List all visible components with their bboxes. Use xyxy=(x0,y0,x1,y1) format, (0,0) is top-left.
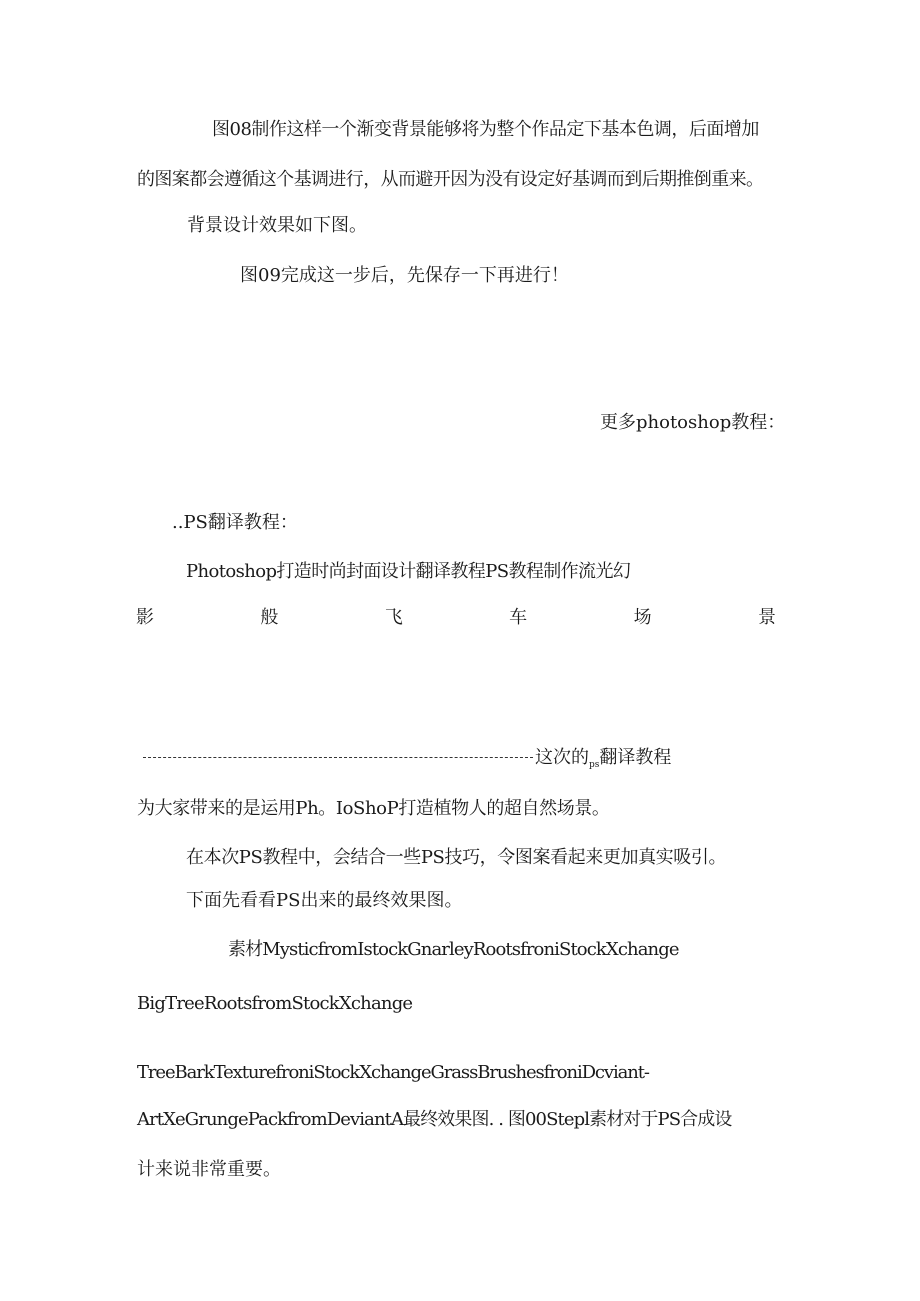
spread-char: 车 xyxy=(509,607,528,628)
paragraph-line: 图08制作这样一个渐变背景能够将为整个作品定下基本色调，后面增加 xyxy=(212,119,759,140)
paragraph-line: Photoshop打造时尚封面设计翻译教程PS教程制作流光幻 xyxy=(186,561,631,582)
spread-char: 般 xyxy=(260,607,279,628)
paragraph-line: 图09完成这一步后，先保存一下再进行！ xyxy=(240,265,569,286)
dashed-rule xyxy=(143,757,533,759)
paragraph-line: BigTreeRootsfromStockXchange xyxy=(137,993,413,1014)
paragraph-line: 为大家带来的是运用Ph。IoShoP打造植物人的超自然场景。 xyxy=(137,798,610,819)
paragraph-line: 更多photoshop教程： xyxy=(600,412,786,433)
spread-char: 飞 xyxy=(384,607,403,628)
spread-text-line xyxy=(136,606,776,630)
dashed-separator-line xyxy=(143,746,671,777)
paragraph-line: 背景设计效果如下图。 xyxy=(187,215,367,236)
paragraph-line: 在本次PS教程中，会结合一些PS技巧，令图案看起来更加真实吸引。 xyxy=(186,847,727,868)
paragraph-line: ArtXeGrungePackfromDeviantA最终效果图. . 图00Stepl素材对于PS合成设 xyxy=(137,1109,732,1130)
separator-text: 这次的 xyxy=(535,747,589,768)
paragraph-line: 计来说非常重要。 xyxy=(137,1159,281,1180)
paragraph-line: TreeBarkTexturefroniStockXchangeGrassBrushesfroniDcviant- xyxy=(137,1062,649,1083)
separator-text: 翻译教程 xyxy=(599,747,672,768)
spread-char: 景 xyxy=(757,607,776,628)
spread-char: 场 xyxy=(633,607,652,628)
paragraph-line: 下面先看看PS出来的最终效果图。 xyxy=(186,890,463,911)
paragraph-line: 素材MysticfromIstockGnarleyRootsfroniStockXchange xyxy=(228,939,679,960)
paragraph-line: 的图案都会遵循这个基调进行，从而避开因为没有设定好基调而到后期推倒重来。 xyxy=(137,169,764,190)
section-heading: ..PS翻译教程： xyxy=(172,512,298,533)
spread-char: 影 xyxy=(136,607,154,628)
separator-subscript: ps xyxy=(589,760,600,770)
